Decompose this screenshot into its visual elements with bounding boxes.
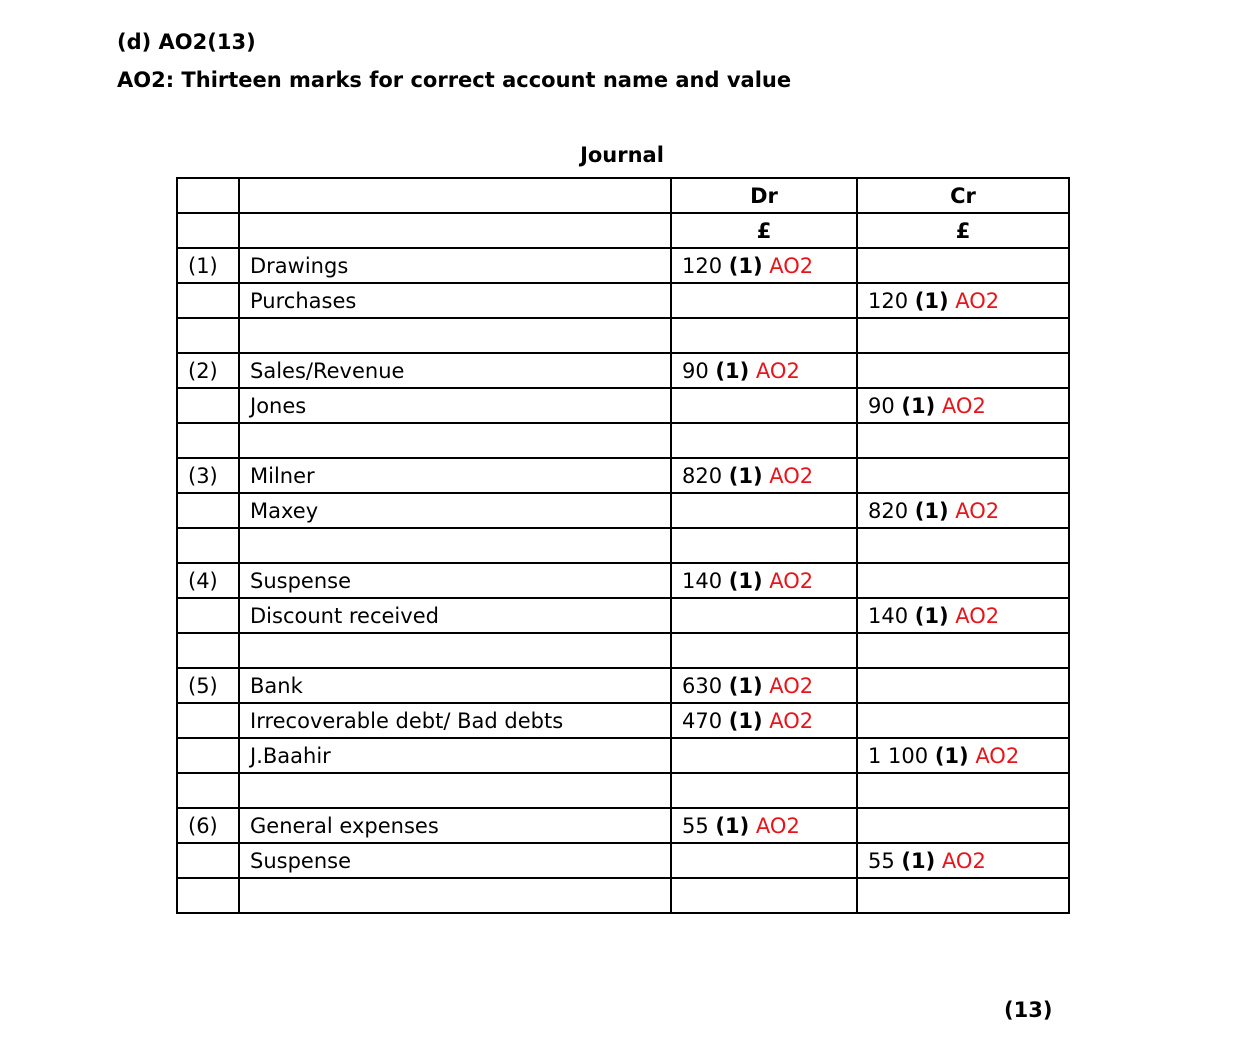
journal-row bbox=[177, 773, 1069, 808]
assessment-objective-label: AO2 bbox=[941, 393, 986, 418]
cr-amount-cell bbox=[857, 458, 1069, 493]
dr-value: 90 bbox=[682, 358, 709, 383]
currency-ref-cell bbox=[177, 213, 239, 248]
assessment-objective-label: AO2 bbox=[769, 463, 814, 488]
journal-row bbox=[177, 808, 1069, 843]
entry-number: (3) bbox=[177, 458, 239, 493]
journal-row bbox=[177, 703, 1069, 738]
entry-number bbox=[177, 703, 239, 738]
dr-value: 820 bbox=[682, 463, 723, 488]
currency-account-cell bbox=[239, 213, 671, 248]
entry-number bbox=[177, 738, 239, 773]
dr-amount-cell bbox=[671, 353, 857, 388]
entry-number bbox=[177, 493, 239, 528]
dr-amount-cell bbox=[671, 808, 857, 843]
mark-award: (1) bbox=[934, 743, 969, 768]
account-name: Milner bbox=[239, 458, 671, 493]
mark-award: (1) bbox=[914, 603, 949, 628]
journal-row bbox=[177, 458, 1069, 493]
account-name bbox=[239, 878, 671, 913]
entry-number: (2) bbox=[177, 353, 239, 388]
dr-value: 630 bbox=[682, 673, 723, 698]
cr-amount-cell bbox=[857, 318, 1069, 353]
entry-number bbox=[177, 528, 239, 563]
mark-award: (1) bbox=[901, 393, 936, 418]
entry-number bbox=[177, 633, 239, 668]
cr-amount-cell bbox=[857, 353, 1069, 388]
account-name: Discount received bbox=[239, 598, 671, 633]
entry-number: (5) bbox=[177, 668, 239, 703]
mark-award: (1) bbox=[715, 358, 750, 383]
account-name: Irrecoverable debt/ Bad debts bbox=[239, 703, 671, 738]
journal-row bbox=[177, 493, 1069, 528]
entry-number bbox=[177, 388, 239, 423]
cr-amount-cell bbox=[857, 598, 1069, 633]
dr-amount-cell bbox=[671, 668, 857, 703]
marking-instruction: AO2: Thirteen marks for correct account name and value bbox=[117, 68, 792, 92]
dr-value: 140 bbox=[682, 568, 723, 593]
dr-amount-cell bbox=[671, 633, 857, 668]
cr-amount-cell bbox=[857, 283, 1069, 318]
entry-number bbox=[177, 773, 239, 808]
journal-row bbox=[177, 423, 1069, 458]
mark-award: (1) bbox=[728, 568, 763, 593]
assessment-objective-label: AO2 bbox=[955, 288, 1000, 313]
entry-number bbox=[177, 318, 239, 353]
cr-amount-cell bbox=[857, 528, 1069, 563]
journal-row bbox=[177, 283, 1069, 318]
dr-amount-cell bbox=[671, 458, 857, 493]
journal-row bbox=[177, 598, 1069, 633]
cr-amount-cell bbox=[857, 738, 1069, 773]
cr-amount-cell bbox=[857, 248, 1069, 283]
account-name: Drawings bbox=[239, 248, 671, 283]
cr-amount-cell bbox=[857, 388, 1069, 423]
cr-amount-cell bbox=[857, 493, 1069, 528]
dr-amount-cell bbox=[671, 598, 857, 633]
cr-amount-cell bbox=[857, 703, 1069, 738]
header-account-cell bbox=[239, 178, 671, 213]
entry-number bbox=[177, 423, 239, 458]
cr-amount-cell bbox=[857, 423, 1069, 458]
mark-award: (1) bbox=[728, 463, 763, 488]
entry-number: (1) bbox=[177, 248, 239, 283]
journal-row bbox=[177, 248, 1069, 283]
dr-currency: £ bbox=[671, 213, 857, 248]
dr-header: Dr bbox=[671, 178, 857, 213]
assessment-objective-label: AO2 bbox=[975, 743, 1020, 768]
dr-amount-cell bbox=[671, 318, 857, 353]
entry-number bbox=[177, 598, 239, 633]
cr-currency: £ bbox=[857, 213, 1069, 248]
dr-amount-cell bbox=[671, 528, 857, 563]
journal-row bbox=[177, 528, 1069, 563]
dr-amount-cell bbox=[671, 843, 857, 878]
account-name: Sales/Revenue bbox=[239, 353, 671, 388]
entry-number bbox=[177, 283, 239, 318]
currency-row bbox=[177, 213, 1069, 248]
total-marks: (13) bbox=[1004, 998, 1053, 1022]
mark-award: (1) bbox=[728, 673, 763, 698]
cr-value: 120 bbox=[868, 288, 909, 313]
cr-value: 55 bbox=[868, 848, 895, 873]
journal-row bbox=[177, 843, 1069, 878]
cr-value: 820 bbox=[868, 498, 909, 523]
account-name bbox=[239, 318, 671, 353]
dr-amount-cell bbox=[671, 563, 857, 598]
cr-value: 90 bbox=[868, 393, 895, 418]
dr-value: 470 bbox=[682, 708, 723, 733]
assessment-objective-label: AO2 bbox=[755, 813, 800, 838]
dr-amount-cell bbox=[671, 703, 857, 738]
assessment-objective-label: AO2 bbox=[955, 603, 1000, 628]
account-name: Jones bbox=[239, 388, 671, 423]
journal-row bbox=[177, 563, 1069, 598]
question-heading: (d) AO2(13) bbox=[117, 30, 256, 54]
journal-row bbox=[177, 878, 1069, 913]
dr-amount-cell bbox=[671, 493, 857, 528]
account-name: Maxey bbox=[239, 493, 671, 528]
assessment-objective-label: AO2 bbox=[755, 358, 800, 383]
account-name bbox=[239, 633, 671, 668]
assessment-objective-label: AO2 bbox=[955, 498, 1000, 523]
assessment-objective-label: AO2 bbox=[769, 253, 814, 278]
assessment-objective-label: AO2 bbox=[941, 848, 986, 873]
journal-title: Journal bbox=[580, 143, 664, 167]
journal-row bbox=[177, 353, 1069, 388]
dr-amount-cell bbox=[671, 738, 857, 773]
account-name: Bank bbox=[239, 668, 671, 703]
journal-table bbox=[176, 177, 1070, 914]
entry-number bbox=[177, 843, 239, 878]
dr-value: 55 bbox=[682, 813, 709, 838]
cr-value: 140 bbox=[868, 603, 909, 628]
account-name: Suspense bbox=[239, 563, 671, 598]
entry-number: (6) bbox=[177, 808, 239, 843]
entry-number: (4) bbox=[177, 563, 239, 598]
cr-amount-cell bbox=[857, 808, 1069, 843]
journal-row bbox=[177, 633, 1069, 668]
dr-amount-cell bbox=[671, 423, 857, 458]
cr-amount-cell bbox=[857, 633, 1069, 668]
journal-row bbox=[177, 738, 1069, 773]
journal-row bbox=[177, 318, 1069, 353]
cr-amount-cell bbox=[857, 878, 1069, 913]
account-name: Purchases bbox=[239, 283, 671, 318]
assessment-objective-label: AO2 bbox=[769, 673, 814, 698]
cr-amount-cell bbox=[857, 773, 1069, 808]
header-row bbox=[177, 178, 1069, 213]
dr-amount-cell bbox=[671, 773, 857, 808]
journal-row bbox=[177, 668, 1069, 703]
cr-amount-cell bbox=[857, 668, 1069, 703]
cr-amount-cell bbox=[857, 563, 1069, 598]
account-name: Suspense bbox=[239, 843, 671, 878]
mark-award: (1) bbox=[914, 288, 949, 313]
dr-amount-cell bbox=[671, 878, 857, 913]
header-ref-cell bbox=[177, 178, 239, 213]
account-name bbox=[239, 528, 671, 563]
cr-value: 1 100 bbox=[868, 743, 929, 768]
mark-award: (1) bbox=[901, 848, 936, 873]
cr-header: Cr bbox=[857, 178, 1069, 213]
account-name bbox=[239, 423, 671, 458]
mark-award: (1) bbox=[715, 813, 750, 838]
assessment-objective-label: AO2 bbox=[769, 708, 814, 733]
account-name: J.Baahir bbox=[239, 738, 671, 773]
journal-row bbox=[177, 388, 1069, 423]
dr-amount-cell bbox=[671, 283, 857, 318]
dr-amount-cell bbox=[671, 248, 857, 283]
dr-value: 120 bbox=[682, 253, 723, 278]
assessment-objective-label: AO2 bbox=[769, 568, 814, 593]
cr-amount-cell bbox=[857, 843, 1069, 878]
account-name bbox=[239, 773, 671, 808]
mark-award: (1) bbox=[914, 498, 949, 523]
entry-number bbox=[177, 878, 239, 913]
mark-award: (1) bbox=[728, 253, 763, 278]
mark-award: (1) bbox=[728, 708, 763, 733]
dr-amount-cell bbox=[671, 388, 857, 423]
account-name: General expenses bbox=[239, 808, 671, 843]
